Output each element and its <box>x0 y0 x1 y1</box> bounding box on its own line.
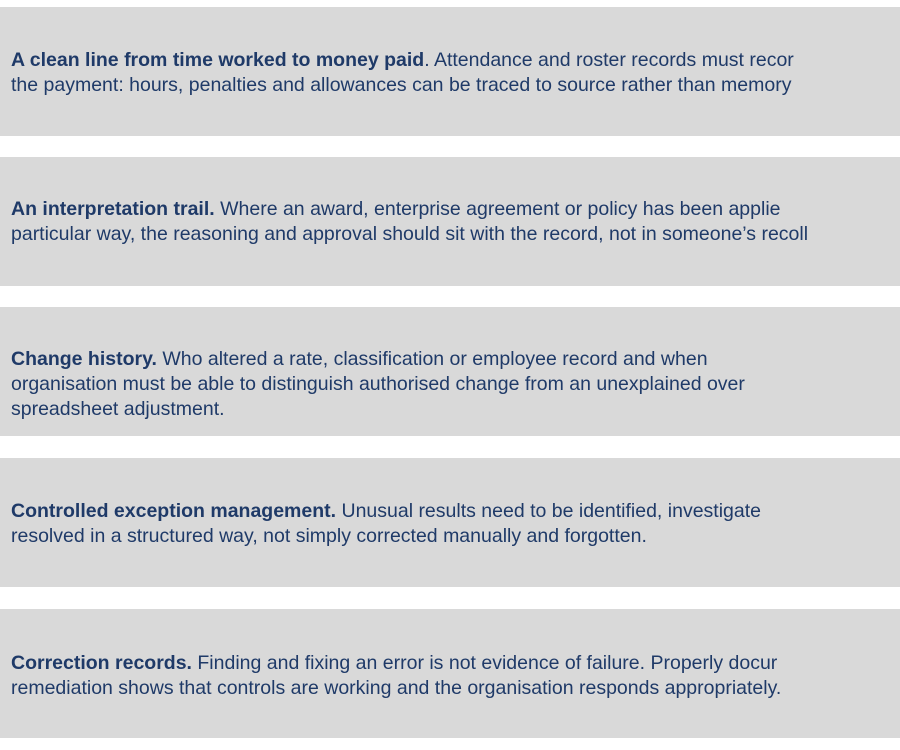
card-line-1 <box>11 347 900 372</box>
card-body-start: Finding and fixing an error is not evidence of failure. Properly docur <box>191 652 778 674</box>
card-line-1 <box>11 651 900 676</box>
card-line-2: remediation shows that controls are working and the organisation responds appropriately. <box>11 677 782 699</box>
card-line-3: spreadsheet adjustment. <box>11 398 225 420</box>
card-text <box>11 48 900 98</box>
card-heading: A clean line from time worked to money paid <box>11 49 425 71</box>
record-card-time-to-pay <box>0 7 900 136</box>
record-card-interpretation-trail <box>0 157 900 286</box>
card-body-start: . Attendance and roster records must recor <box>424 49 794 71</box>
card-text <box>11 499 900 549</box>
card-body-start: Where an award, enterprise agreement or policy has been applie <box>214 198 781 220</box>
card-text <box>11 651 900 701</box>
card-heading: Correction records. <box>11 652 192 674</box>
card-line-2: particular way, the reasoning and approval should sit with the record, not in someone’s recoll <box>11 223 809 245</box>
card-line-1 <box>11 197 900 222</box>
card-text <box>11 197 900 247</box>
card-line-1 <box>11 48 900 73</box>
card-heading: An interpretation trail. <box>11 198 215 220</box>
record-card-change-history <box>0 307 900 436</box>
card-heading: Change history. <box>11 348 157 370</box>
card-line-1 <box>11 499 900 524</box>
card-line-2: organisation must be able to distinguish authorised change from an unexplained over <box>11 373 745 395</box>
card-heading: Controlled exception management. <box>11 500 337 522</box>
card-line-2: the payment: hours, penalties and allowances can be traced to source rather than memory <box>11 74 792 96</box>
card-line-2: resolved in a structured way, not simply corrected manually and forgotten. <box>11 525 647 547</box>
card-text <box>11 347 900 422</box>
record-card-exception-management <box>0 458 900 587</box>
record-card-correction-records <box>0 609 900 738</box>
card-body-start: Unusual results need to be identified, investigate <box>336 500 761 522</box>
card-body-start: Who altered a rate, classification or employee record and when <box>156 348 708 370</box>
